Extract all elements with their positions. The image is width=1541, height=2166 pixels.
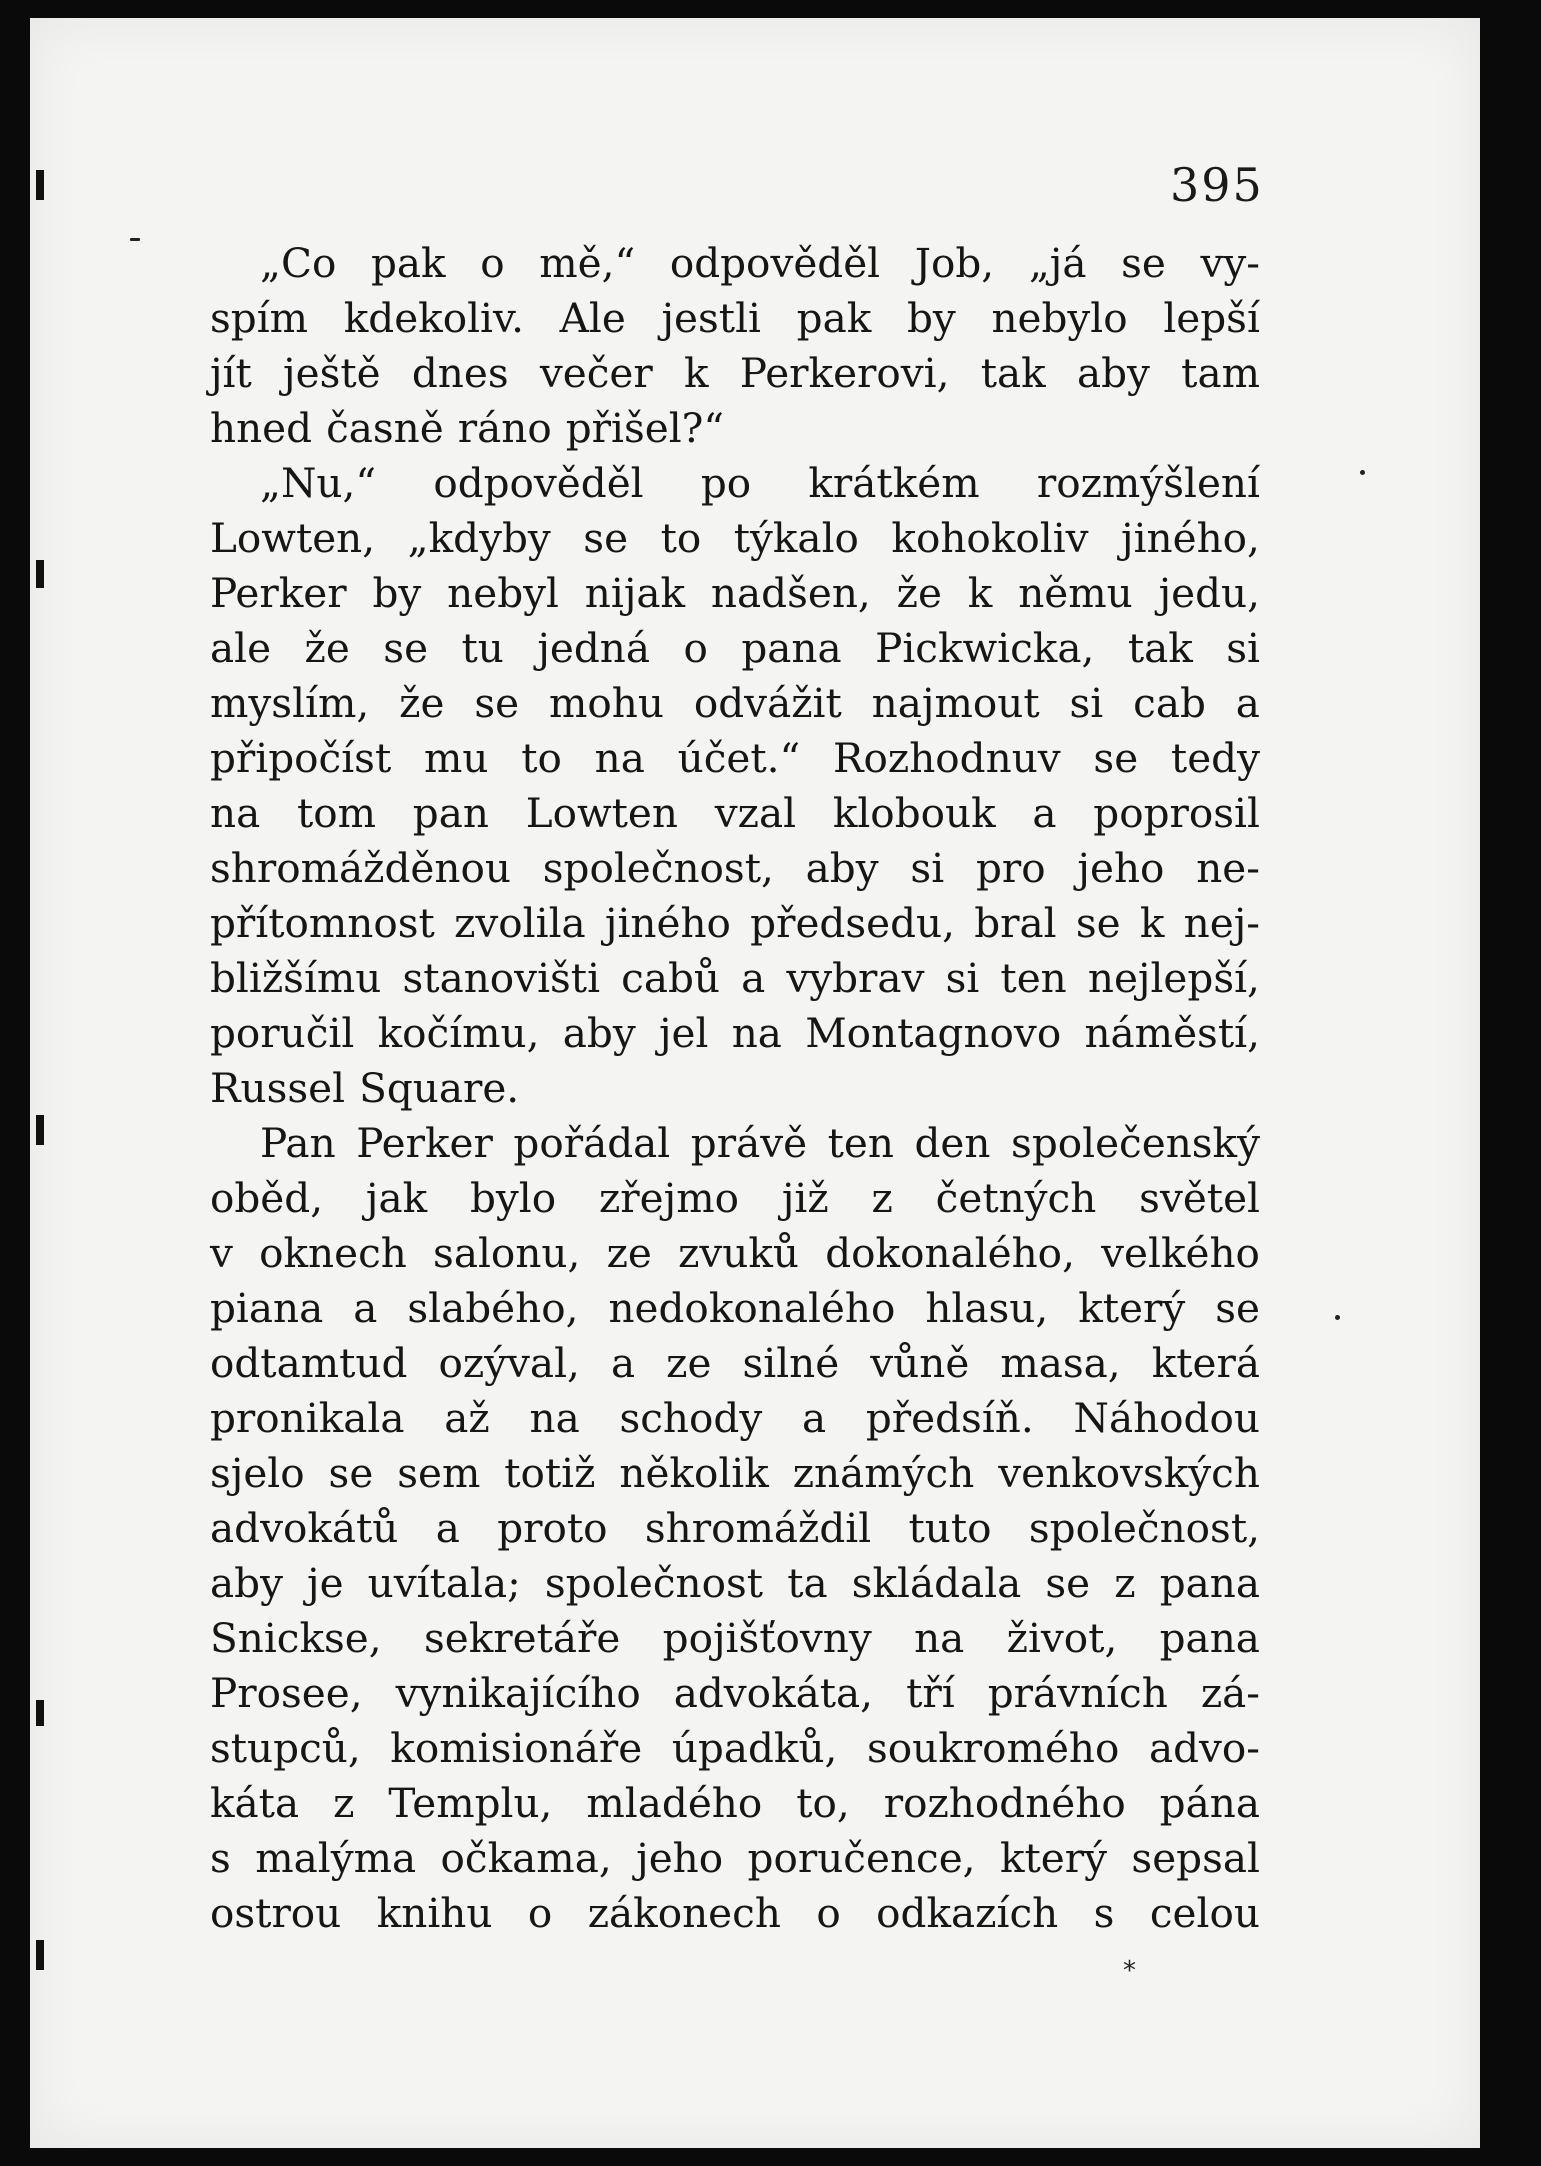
signature-mark: * — [1123, 1956, 1136, 1986]
paper-sheet — [30, 18, 1480, 2148]
text-line: poručil kočímu, aby jel na Montagnovo náměstí, — [210, 1009, 1260, 1057]
text-line: Pan Perker pořádal právě ten den společenský — [260, 1119, 1260, 1167]
text-line: myslím, že se mohu odvážit najmout si cab a — [210, 679, 1260, 727]
text-line: bližšímu stanovišti cabů a vybrav si ten nejlepší, — [210, 954, 1260, 1002]
text-line: Russel Square. — [210, 1064, 520, 1112]
text-line: v oknech salonu, ze zvuků dokonalého, velkého — [210, 1229, 1260, 1277]
text-line: ostrou knihu o zákonech o odkazích s celou — [210, 1889, 1260, 1937]
scan-speck — [130, 238, 140, 241]
text-line: ale že se tu jedná o pana Pickwicka, tak si — [210, 624, 1260, 672]
body-text — [210, 236, 1260, 1941]
scan-speck — [1360, 470, 1365, 475]
text-line: Snickse, sekretáře pojišťovny na život, pana — [210, 1614, 1260, 1662]
text-line: sjelo se sem totiž několik známých venkovských — [210, 1449, 1260, 1497]
text-line: s malýma očkama, jeho poručence, který sepsal — [210, 1834, 1260, 1882]
text-line: hned časně ráno přišel?“ — [210, 404, 725, 452]
binding-mark — [36, 1700, 44, 1726]
text-line: pronikala až na schody a předsíň. Náhodou — [210, 1394, 1260, 1442]
binding-mark — [36, 1115, 44, 1145]
text-line: „Nu,“ odpověděl po krátkém rozmýšlení — [260, 459, 1260, 507]
text-line: káta z Templu, mladého to, rozhodného pána — [210, 1779, 1260, 1827]
text-line: oběd, jak bylo zřejmo již z četných světel — [210, 1174, 1260, 1222]
text-line: Perker by nebyl nijak nadšen, že k němu jedu, — [210, 569, 1260, 617]
text-line: přítomnost zvolila jiného předsedu, bral se k nej- — [210, 899, 1260, 947]
text-line: shromážděnou společnost, aby si pro jeho ne- — [210, 844, 1260, 892]
text-line: Lowten, „kdyby se to týkalo kohokoliv jiného, — [210, 514, 1260, 562]
scan-speck — [1335, 1315, 1340, 1320]
text-line: připočíst mu to na účet.“ Rozhodnuv se tedy — [210, 734, 1260, 782]
text-line: „Co pak o mě,“ odpověděl Job, „já se vy- — [260, 239, 1260, 287]
text-line: aby je uvítala; společnost ta skládala se z pana — [210, 1559, 1260, 1607]
text-line: odtamtud ozýval, a ze silné vůně masa, která — [210, 1339, 1260, 1387]
text-line: advokátů a proto shromáždil tuto společnost, — [210, 1504, 1260, 1552]
text-line: stupců, komisionáře úpadků, soukromého advo- — [210, 1724, 1260, 1772]
binding-mark — [36, 170, 44, 200]
page-number: 395 — [1170, 158, 1264, 212]
text-line: Prosee, vynikajícího advokáta, tří právních zá- — [210, 1669, 1260, 1717]
binding-mark — [36, 560, 44, 588]
text-line: jít ještě dnes večer k Perkerovi, tak aby tam — [210, 349, 1260, 397]
binding-mark — [36, 1940, 44, 1970]
text-line: spím kdekoliv. Ale jestli pak by nebylo lepší — [210, 294, 1260, 342]
text-line: piana a slabého, nedokonalého hlasu, který se — [210, 1284, 1260, 1332]
text-line: na tom pan Lowten vzal klobouk a poprosil — [210, 789, 1260, 837]
